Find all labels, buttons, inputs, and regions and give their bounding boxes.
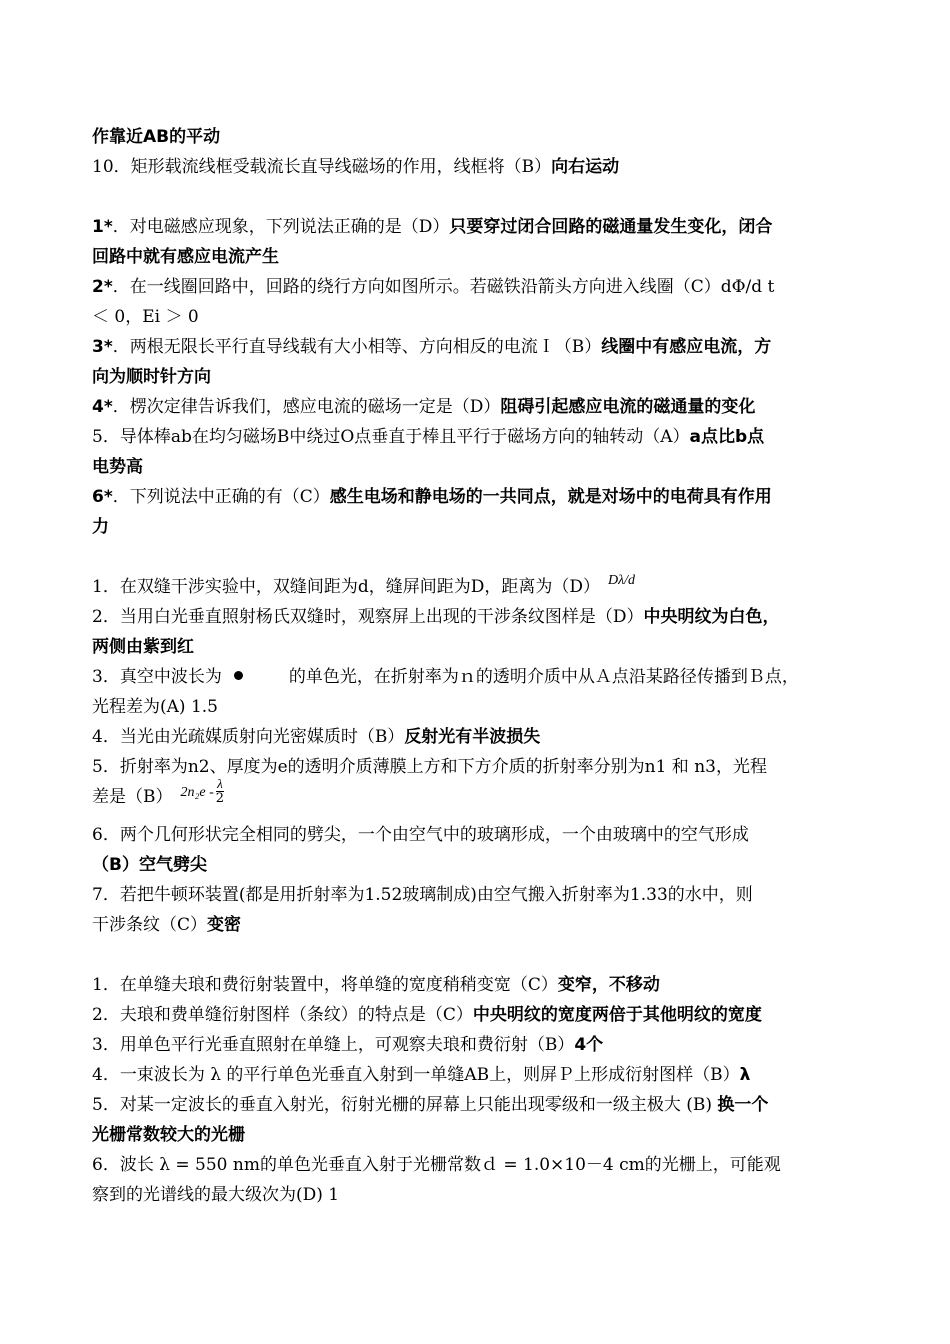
formula-d-lambda-over-d: Dλ/d bbox=[607, 573, 636, 588]
line-p2-2 bbox=[92, 242, 862, 272]
question-text: 6．波长 λ = 550 nm的单色光垂直入射于光栅常数ｄ = 1.0×10－4 cm的光栅上，可能观 bbox=[92, 1155, 781, 1175]
line-p4-4 bbox=[92, 1060, 862, 1090]
question-text: 1．在双缝干涉实验中，双缝间距为d，缝屏间距为D，距离为（D） bbox=[92, 577, 600, 597]
question-text: 7．若把牛顿环装置(都是用折射率为1.52玻璃制成)由空气搬入折射率为1.33的水中，则 bbox=[92, 885, 753, 905]
line-p1-1 bbox=[92, 122, 862, 152]
question-text: 干涉条纹（C） bbox=[92, 915, 208, 935]
line-p3-11 bbox=[92, 880, 862, 910]
answer-text: 中央明纹的宽度两倍于其他明纹的宽度 bbox=[472, 1005, 762, 1025]
line-p3-10 bbox=[92, 850, 862, 880]
line-p4-6 bbox=[92, 1120, 862, 1150]
line-p3-12 bbox=[92, 910, 862, 940]
question-text: 2．当用白光垂直照射杨氏双缝时，观察屏上出现的干涉条纹图样是（D） bbox=[92, 607, 644, 627]
question-text: ．下列说法中正确的有（C） bbox=[112, 487, 330, 507]
line-p3-9 bbox=[92, 820, 862, 850]
answer-text: 光程差为(A) 1.5 bbox=[92, 697, 218, 717]
question-text: ．在一线圈回路中，回路的绕行方向如图所示。若磁铁沿箭头方向进入线圈（C）dΦ/d t bbox=[112, 277, 775, 297]
answer-text: a点比b点 bbox=[689, 427, 765, 447]
fraction-lambda-over-2 bbox=[216, 777, 224, 806]
answer-text: ＜ 0，Ei ＞ 0 bbox=[92, 307, 199, 327]
question-text: 5．对某一定波长的垂直入射光，衍射光栅的屏幕上只能出现零级和一级主极大 (B) bbox=[92, 1095, 718, 1115]
question-text: 3．真空中波长为 bbox=[92, 667, 222, 687]
question-number: 1* bbox=[92, 217, 113, 237]
line-p4-8 bbox=[92, 1180, 862, 1210]
question-text: ．楞次定律告诉我们，感应电流的磁场一定是（D） bbox=[112, 397, 501, 417]
answer-text: （B）空气劈尖 bbox=[92, 855, 207, 875]
line-p4-3 bbox=[92, 1030, 862, 1060]
line-p1-2 bbox=[92, 152, 862, 182]
answer-text: 作靠近AB的平动 bbox=[92, 127, 221, 147]
answer-text: 察到的光谱线的最大级次为(D) 1 bbox=[92, 1185, 340, 1205]
answer-text: 反射光有半波损失 bbox=[404, 727, 541, 747]
question-text: 6．两个几何形状完全相同的劈尖，一个由空气中的玻璃形成，一个由玻璃中的空气形成 bbox=[92, 825, 749, 845]
question-text: 5．折射率为n2、厚度为e的透明介质薄膜上方和下方介质的折射率分别为n1 和 n3，光程 bbox=[92, 757, 767, 777]
answer-text: 换一个 bbox=[717, 1095, 769, 1115]
question-text: 4．当光由光疏媒质射向光密媒质时（B） bbox=[92, 727, 405, 747]
question-text: ．对电磁感应现象，下列说法正确的是（D） bbox=[112, 217, 450, 237]
line-p2-1 bbox=[92, 212, 862, 242]
line-p2-5 bbox=[92, 332, 862, 362]
question-text: 4．一束波长为 λ 的平行单色光垂直入射到一单缝AB上，则屏Ｐ上形成衍射图样（B） bbox=[92, 1065, 740, 1085]
line-p2-7 bbox=[92, 392, 862, 422]
answer-text: 电势高 bbox=[92, 457, 143, 477]
line-p3-1 bbox=[92, 572, 862, 602]
answer-text: 向右运动 bbox=[551, 157, 620, 177]
answer-text: 光栅常数较大的光栅 bbox=[92, 1125, 245, 1145]
question-text: 2．夫琅和费单缝衍射图样（条纹）的特点是（C） bbox=[92, 1005, 473, 1025]
line-p2-10 bbox=[92, 482, 862, 512]
line-p3-5 bbox=[92, 692, 862, 722]
answer-text: 感生电场和静电场的一共同点，就是对场中的电荷具有作用 bbox=[329, 487, 772, 507]
bullet-icon bbox=[234, 671, 243, 680]
formula-optical-path: 2n₂e - bbox=[180, 785, 214, 800]
line-p3-6 bbox=[92, 722, 862, 752]
question-text: 3．用单色平行光垂直照射在单缝上，可观察夫琅和费衍射（B） bbox=[92, 1035, 575, 1055]
question-text: 1．在单缝夫琅和费衍射装置中，将单缝的宽度稍稍变宽（C） bbox=[92, 975, 558, 995]
question-text: 差是（B） bbox=[92, 787, 173, 807]
answer-text: 变密 bbox=[207, 915, 242, 935]
answer-text: 中央明纹为白色， bbox=[643, 607, 780, 627]
fraction-numerator: λ bbox=[217, 776, 223, 791]
line-p4-1 bbox=[92, 970, 862, 1000]
question-number: 2* bbox=[92, 277, 113, 297]
line-p2-3 bbox=[92, 272, 862, 302]
line-p4-5 bbox=[92, 1090, 862, 1120]
answer-text: 两侧由紫到红 bbox=[92, 637, 194, 657]
line-p2-9 bbox=[92, 452, 862, 482]
question-text: 10．矩形载流线框受载流长直导线磁场的作用，线框将（B） bbox=[92, 157, 552, 177]
fraction-denominator: 2 bbox=[215, 791, 225, 806]
answer-text: 力 bbox=[92, 517, 109, 537]
line-p2-11 bbox=[92, 512, 862, 542]
answer-text: 4个 bbox=[574, 1035, 604, 1055]
line-p2-8 bbox=[92, 422, 862, 452]
spacer bbox=[92, 940, 862, 970]
answer-text: 只要穿过闭合回路的磁通量发生变化，闭合 bbox=[449, 217, 773, 237]
line-p3-7 bbox=[92, 752, 862, 782]
answer-text: 回路中就有感应电流产生 bbox=[92, 247, 279, 267]
line-p3-4 bbox=[92, 662, 862, 692]
question-number: 4* bbox=[92, 397, 113, 417]
line-p3-2 bbox=[92, 602, 862, 632]
spacer bbox=[92, 182, 862, 212]
question-text: 的单色光，在折射率为ｎ的透明介质中从Ａ点沿某路径传播到Ｂ点， bbox=[288, 667, 799, 687]
question-text: ．两根无限长平行直导线载有大小相等、方向相反的电流Ｉ（B） bbox=[112, 337, 602, 357]
answer-text: 线圈中有感应电流，方 bbox=[601, 337, 772, 357]
question-number: 6* bbox=[92, 487, 113, 507]
line-p3-8 bbox=[92, 776, 862, 820]
line-p2-4 bbox=[92, 302, 862, 332]
answer-text: λ bbox=[739, 1065, 751, 1085]
spacer bbox=[92, 542, 862, 572]
document-page bbox=[92, 122, 862, 1210]
line-p4-7 bbox=[92, 1150, 862, 1180]
answer-text: 变窄，不移动 bbox=[557, 975, 660, 995]
question-number: 3* bbox=[92, 337, 113, 357]
answer-text: 向为顺时针方向 bbox=[92, 367, 211, 387]
answer-text: 阻碍引起感应电流的磁通量的变化 bbox=[500, 397, 756, 417]
line-p4-2 bbox=[92, 1000, 862, 1030]
question-text: 5．导体棒ab在均匀磁场B中绕过O点垂直于棒且平行于磁场方向的轴转动（A） bbox=[92, 427, 690, 447]
line-p3-3 bbox=[92, 632, 862, 662]
line-p2-6 bbox=[92, 362, 862, 392]
